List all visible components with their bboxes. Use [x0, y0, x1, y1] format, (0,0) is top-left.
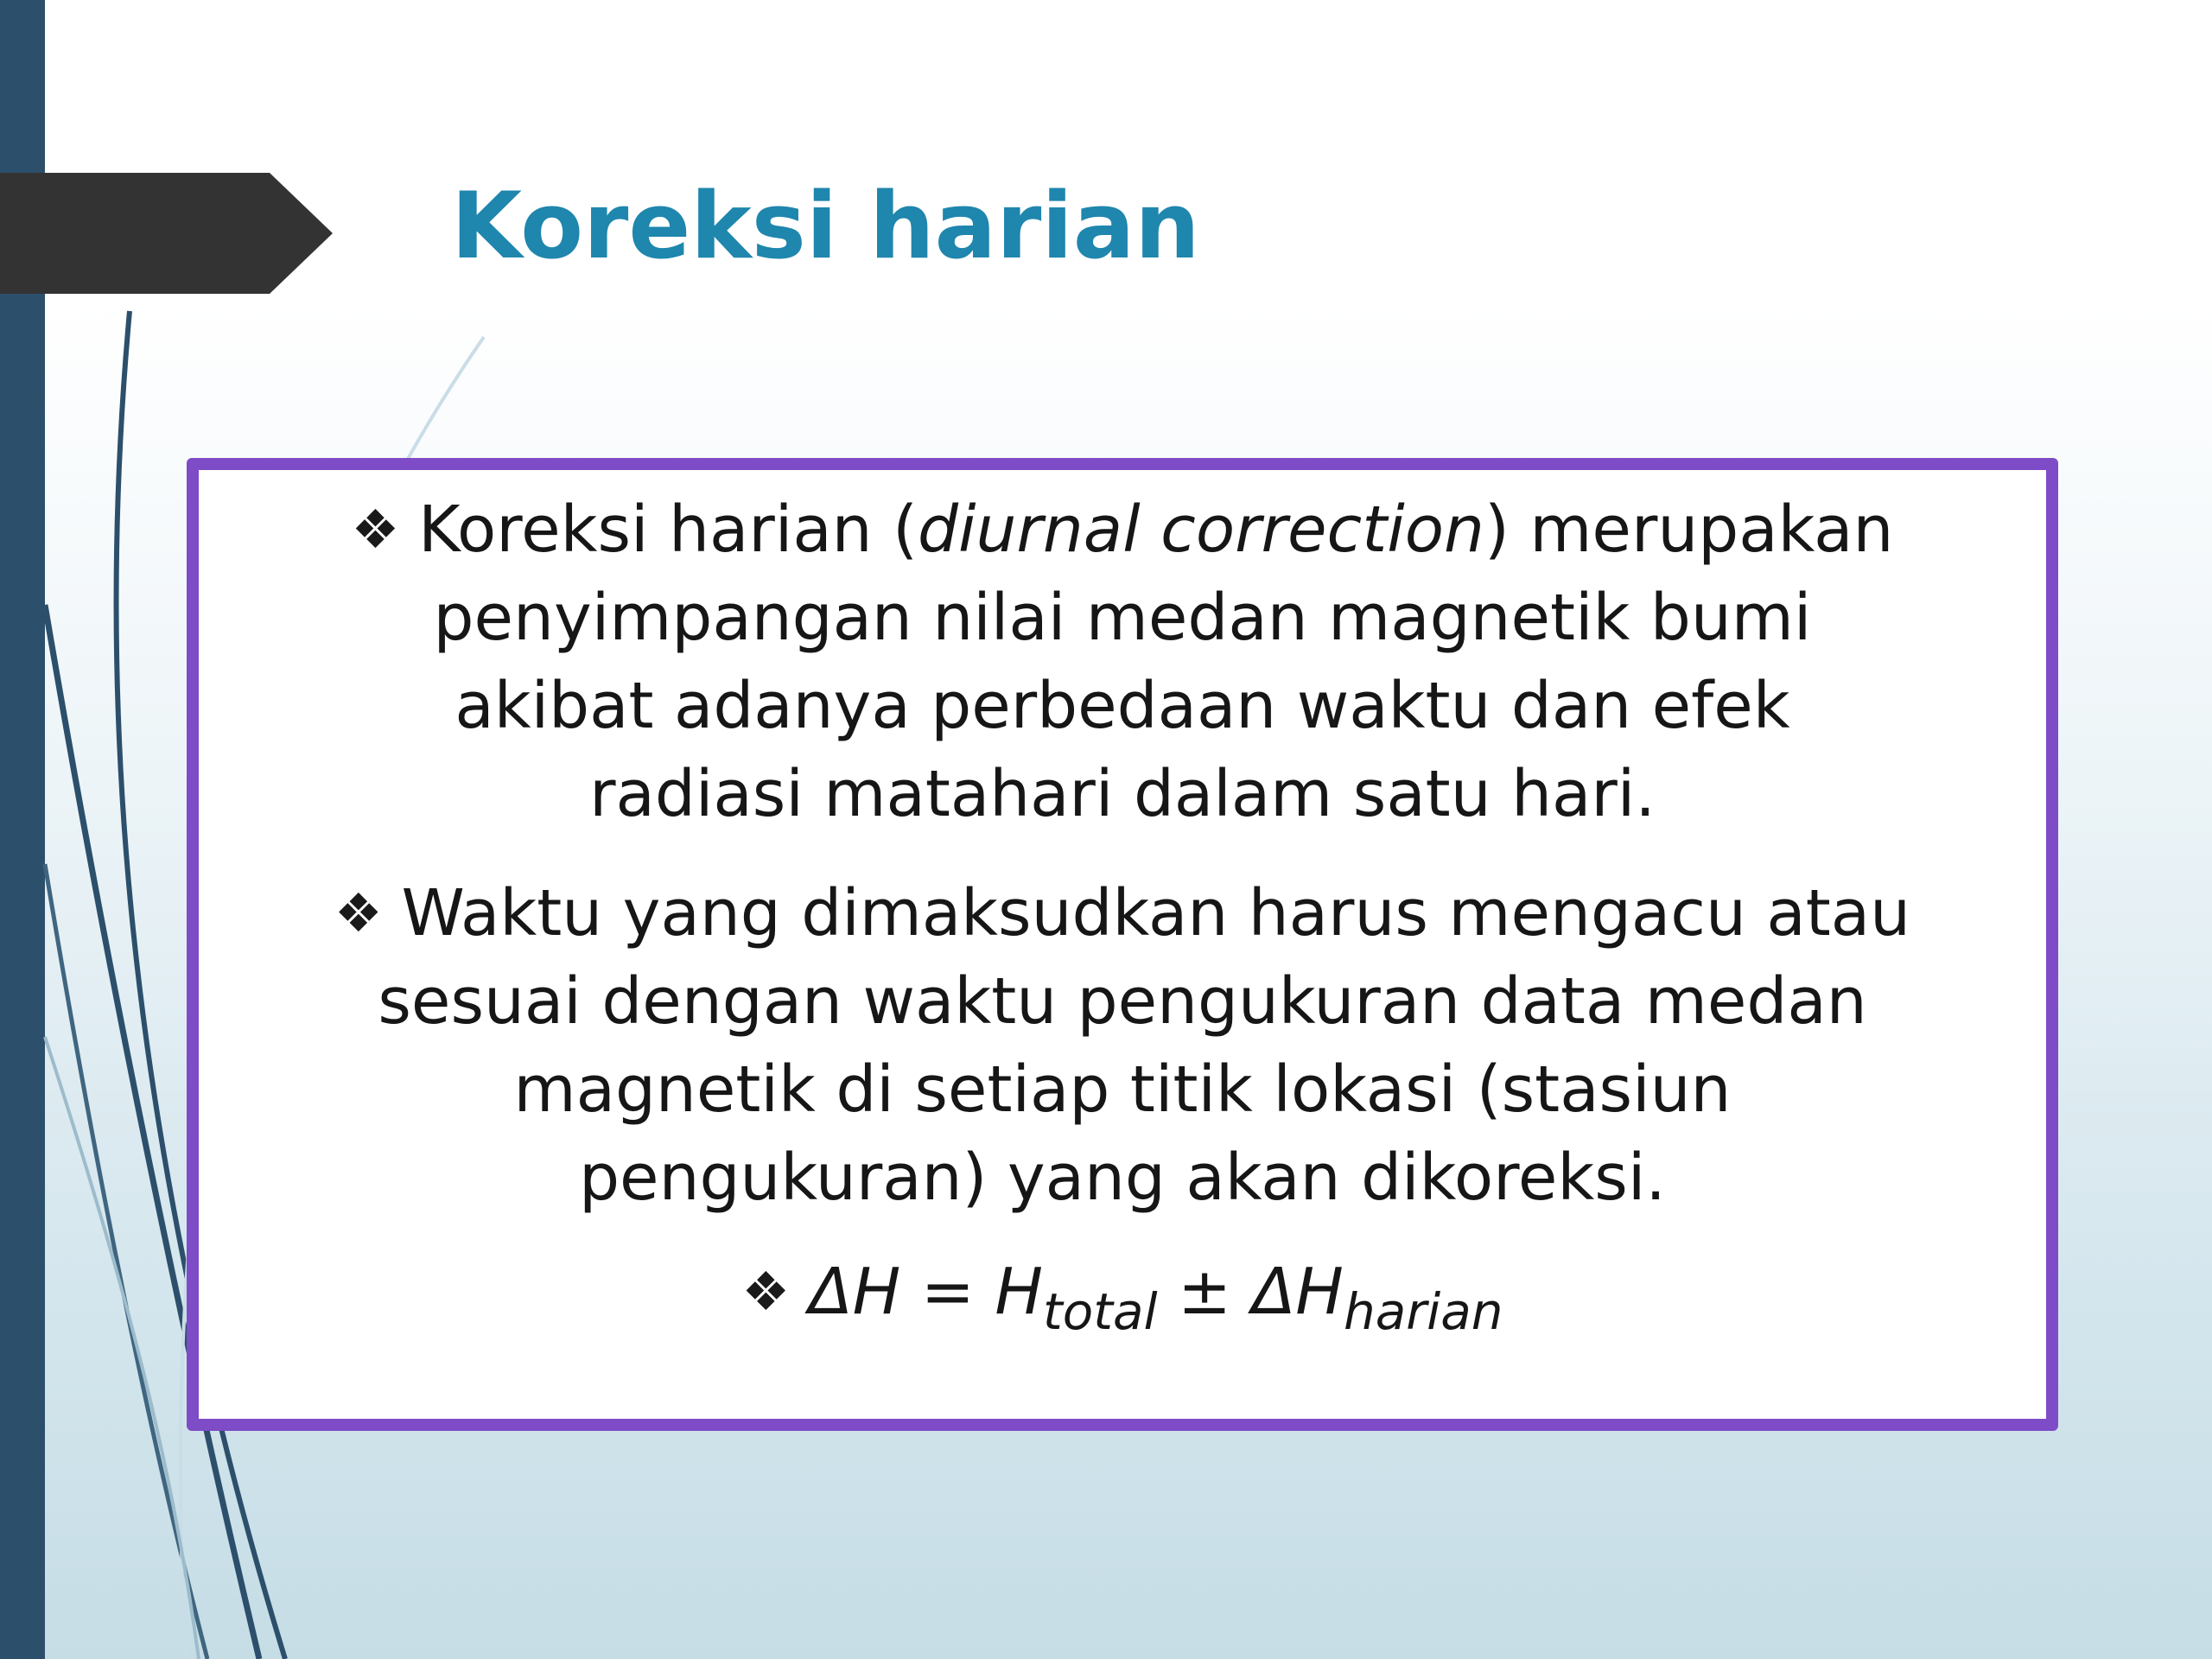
formula-line — [199, 1248, 2046, 1341]
paragraph-2-line-4: pengukuran) yang akan dikoreksi. — [579, 1141, 1666, 1215]
paragraph-1-text-end: ) merupakan — [1484, 493, 1894, 567]
bullet-paragraph-2 — [199, 869, 2046, 1222]
formula-paragraph — [199, 1248, 2046, 1341]
formula-subscript-harian: harian — [1343, 1282, 1503, 1341]
paragraph-1-line-3: akibat adanya perbedaan waktu dan efek — [454, 669, 1790, 743]
bullet-diamond-icon: ❖ — [351, 498, 400, 561]
paragraph-1-line-4: radiasi matahari dalam satu hari. — [589, 757, 1656, 831]
formula-plus-minus: ± ΔH — [1157, 1255, 1344, 1329]
paragraph-1-text-start: Koreksi harian ( — [418, 493, 918, 567]
diurnal-correction-formula — [809, 1255, 1503, 1341]
formula-lhs: ΔH = H — [809, 1255, 1044, 1329]
formula-subscript-total: total — [1043, 1282, 1158, 1341]
paragraph-1-line-1 — [199, 486, 2046, 574]
slide-title: Koreksi harian — [451, 173, 1200, 279]
title-tab-arrow — [0, 173, 333, 294]
deco-curve-5 — [45, 1037, 199, 1659]
paragraph-1-line-2: penyimpangan nilai medan magnetik bumi — [433, 581, 1812, 655]
paragraph-2-text-start: Waktu yang dimaksudkan harus mengacu atau — [401, 876, 1910, 950]
bullet-paragraph-1 — [199, 486, 2046, 838]
paragraph-2-line-1 — [199, 869, 2046, 957]
bullet-diamond-icon: ❖ — [741, 1260, 791, 1323]
bullet-diamond-icon: ❖ — [334, 881, 383, 944]
paragraph-2-line-3: magnetik di setiap titik lokasi (stasiun — [513, 1052, 1732, 1127]
paragraph-1-italic-term: diurnal correction — [917, 493, 1484, 567]
content-box — [187, 458, 2058, 1431]
paragraph-2-line-2: sesuai dengan waktu pengukuran data medan — [378, 964, 1867, 1039]
